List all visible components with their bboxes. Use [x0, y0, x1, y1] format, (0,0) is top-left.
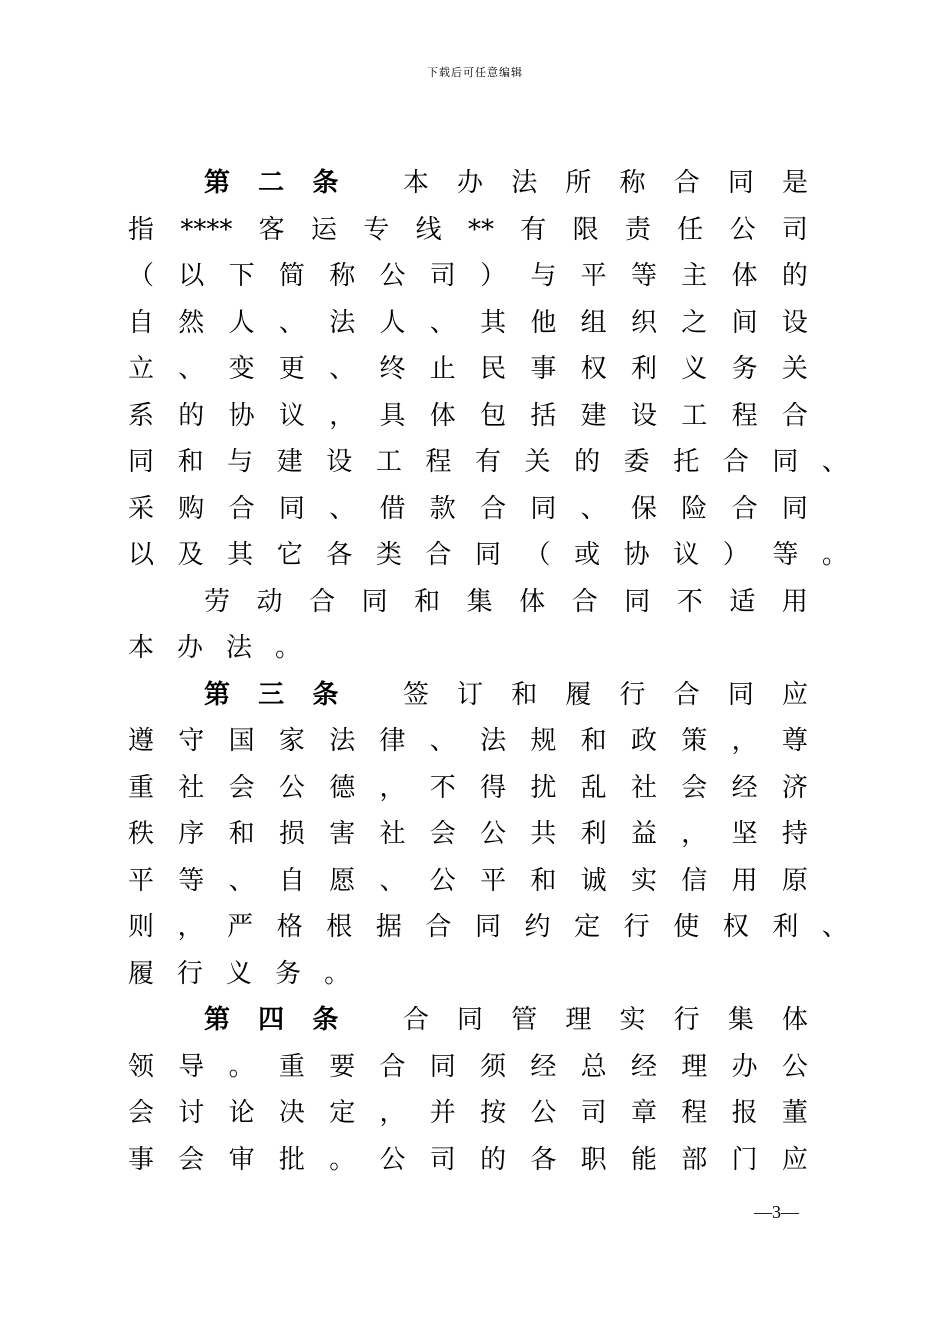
document-line: 领 导 。 重 要 合 同 须 经 总 经 理 办 公: [128, 1051, 808, 1082]
document-line: 立 、 变 更 、 终 止 民 事 权 利 义 务 关: [128, 354, 808, 384]
document-line: 重 社 会 公 德 ， 不 得 扰 乱 社 会 经 济: [128, 772, 808, 803]
document-body: [128, 160, 848, 1183]
document-line: 自 然 人 、 法 人 、 其 他 组 织 之 间 设: [128, 307, 808, 338]
document-line: 会 讨 论 决 定 ， 并 按 公 司 章 程 报 董: [128, 1098, 808, 1128]
document-line: 劳 动 合 同 和 集 体 合 同 不 适 用: [204, 586, 808, 617]
document-line: 同 和 与 建 设 工 程 有 关 的 委 托 合 同 、: [128, 447, 848, 477]
document-line: （ 以 下 简 称 公 司 ） 与 平 等 主 体 的: [128, 261, 808, 291]
document-line: 遵 守 国 家 法 律 、 法 规 和 政 策 ， 尊: [128, 726, 808, 756]
document-line: 事 会 审 批 。 公 司 的 各 职 能 部 门 应: [128, 1144, 808, 1175]
document-line: 秩 序 和 损 害 社 会 公 共 利 益 ， 坚 持: [128, 819, 808, 849]
page-header: 下载后可任意编辑: [427, 66, 523, 79]
page-number: —3—: [754, 1202, 799, 1222]
document-line: 第 二 条 本 办 法 所 称 合 同 是: [204, 168, 808, 198]
document-line: 本 办 法 。: [128, 633, 302, 663]
document-line: 履 行 义 务 。: [128, 958, 351, 989]
document-line: 采 购 合 同 、 借 款 合 同 、 保 险 合 同: [128, 493, 808, 524]
document-line: 指 **** 客 运 专 线 ** 有 限 责 任 公 司: [128, 214, 808, 245]
document-line: 系 的 协 议 ， 具 体 包 括 建 设 工 程 合: [128, 400, 808, 431]
document-line: 平 等 、 自 愿 、 公 平 和 诚 实 信 用 原: [128, 865, 808, 896]
document-line: 第 四 条 合 同 管 理 实 行 集 体: [204, 1005, 808, 1035]
document-line: 则 ， 严 格 根 据 合 同 约 定 行 使 权 利 、: [128, 912, 848, 942]
document-line: 第 三 条 签 订 和 履 行 合 同 应: [204, 679, 808, 710]
document-line: 以 及 其 它 各 类 合 同 （ 或 协 议 ） 等 。: [128, 540, 848, 570]
